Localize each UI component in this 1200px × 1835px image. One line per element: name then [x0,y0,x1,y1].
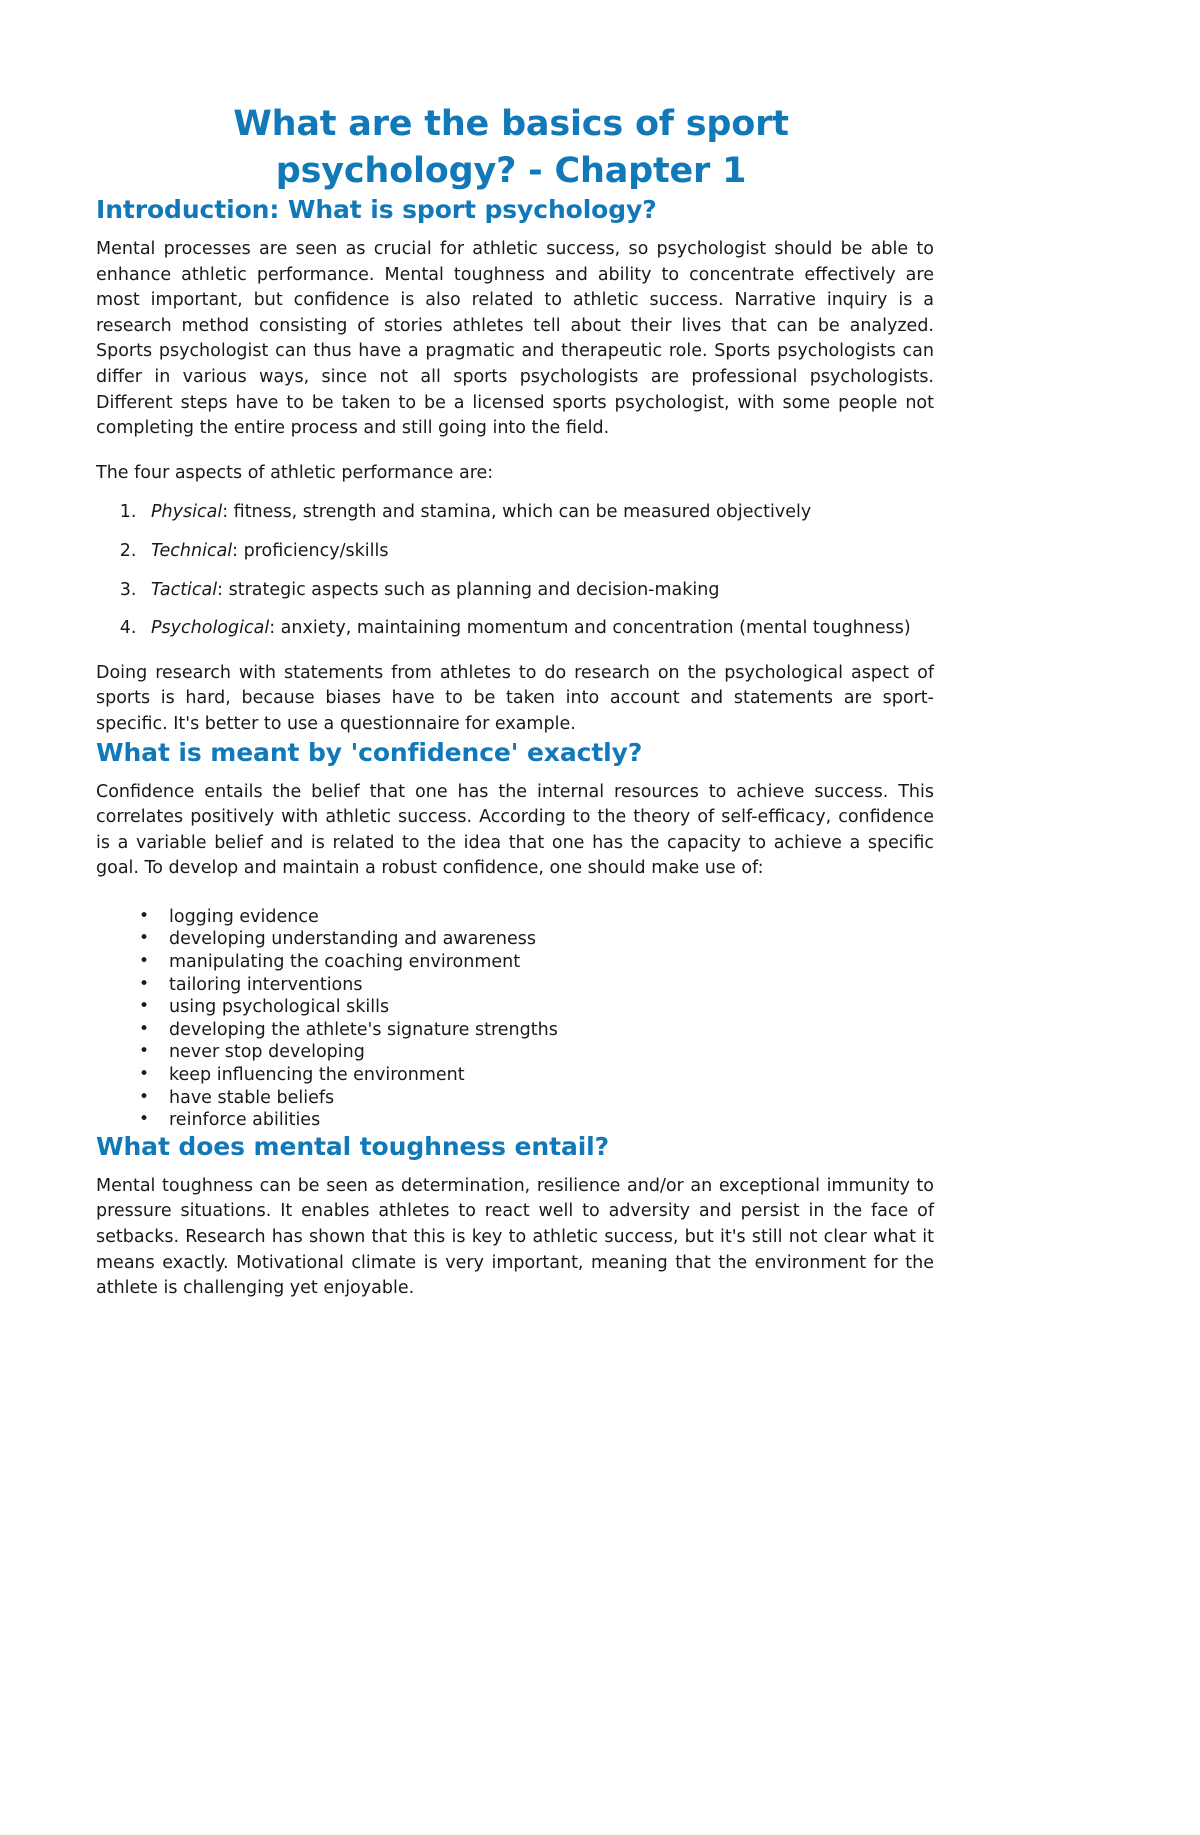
paragraph-introduction-2: Doing research with statements from athletes to do research on the psychological aspect of sports is hard, because biases have to be taken into account and statements are sport-specific. It's better to use a questionnaire for example. [96,662,934,734]
aspect-separator: : [269,618,281,639]
paragraph-confidence-1: Confidence entails the belief that one has the internal resources to achieve success. This correlates positively with athletic success. According to the theory of self-efficacy, confidence is a variable belief and is related to the idea that one has the capacity to achieve a specific goal. To develop and maintain a robust confidence, one should make use of: [96,781,934,879]
section-heading-confidence: What is meant by 'confidence' exactly? [96,737,643,767]
athletic-performance-aspects-list [96,500,934,641]
list-item: • developing understanding and awareness [139,928,934,951]
paragraph-list-intro: The four aspects of athletic performance are: [96,462,494,483]
list-item: • using psychological skills [139,996,934,1019]
aspect-term: Psychological [151,618,270,639]
aspect-separator: : [217,579,229,600]
aspect-term: Technical [151,540,233,561]
list-item: • logging evidence [139,906,934,929]
aspect-description: proficiency/skills [243,540,389,561]
aspect-description: fitness, strength and stamina, which can be measured objectively [233,502,812,523]
list-item: • tailoring interventions [139,974,934,997]
paragraph-introduction-1: Mental processes are seen as crucial for athletic success, so psychologist should be able to enhance athletic performance. Mental toughness and ability to concentrate effectively are most important, but confidence is also related to athletic success. Narrative inquiry is a research method consisting of stories athletes tell about their lives that can be analyzed. Sports psychologist can thus have a pragmatic and therapeutic role. Sports psychologists can differ in various ways, since not all sports psychologists are professional psychologists. Different steps have to be taken to be a licensed sports psychologist, with some people not completing the entire process and still going into the field. [96,239,934,439]
section-mental-toughness [96,1132,934,1302]
page-title: What are the basics of sport psychology? - Chapter 1 [233,104,789,191]
list-item: • never stop developing [139,1041,934,1064]
list-item [142,539,934,565]
section-confidence [96,738,934,1132]
aspect-description: anxiety, maintaining momentum and concentration (mental toughness) [280,618,911,639]
section-heading-mental-toughness: What does mental toughness entail? [96,1131,610,1161]
list-item [142,500,934,526]
list-item: • have stable beliefs [139,1087,934,1110]
list-item [142,616,934,642]
list-item: • manipulating the coaching environment [139,951,934,974]
section-heading-introduction: Introduction: What is sport psychology? [96,195,657,224]
aspect-term: Physical [151,502,223,523]
confidence-practices-list [96,906,934,1132]
list-item: • reinforce abilities [139,1109,934,1132]
aspect-description: strategic aspects such as planning and decision-making [228,579,720,600]
document-content [96,0,934,1302]
list-item: • keep influencing the environment [139,1064,934,1087]
aspect-term: Tactical [151,579,218,600]
list-item [142,578,934,604]
paragraph-mental-toughness-1: Mental toughness can be seen as determination, resilience and/or an exceptional immunity to pressure situations. It enables athletes to react well to adversity and persist in the face of setbacks. Research has shown that this is key to athletic success, but it's still not clear what it means exactly. Motivational climate is very important, meaning that the environment for the athlete is challenging yet enjoyable. [96,1175,934,1299]
section-introduction [96,195,934,738]
list-item: • developing the athlete's signature strengths [139,1019,934,1042]
aspect-separator: : [222,502,234,523]
aspect-separator: : [232,540,244,561]
